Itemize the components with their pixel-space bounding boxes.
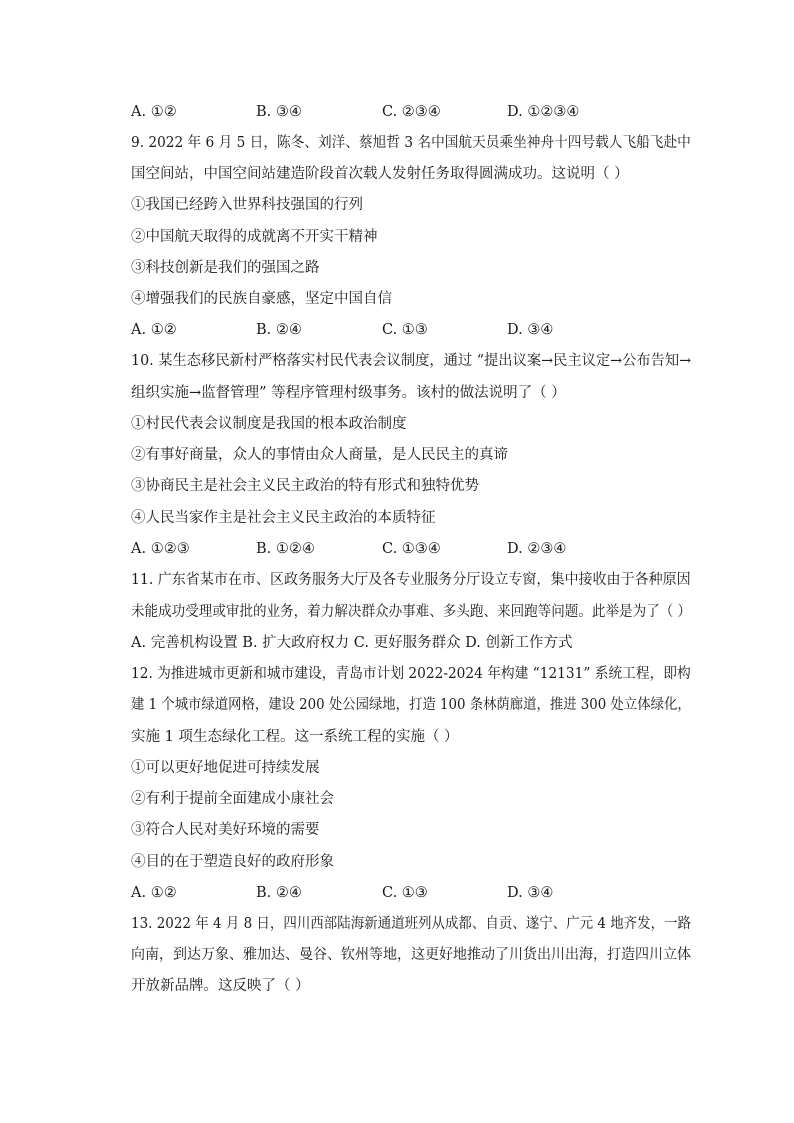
q10-item-3: ③协商民主是社会主义民主政治的特有形式和独特优势 xyxy=(131,478,479,494)
q9-options xyxy=(0,321,794,339)
q8-option-c: C. ②③④ xyxy=(382,104,441,120)
q10-item-2: ②有事好商量，众人的事情由众人商量，是人民民主的真谛 xyxy=(131,447,508,463)
q12-item-2: ②有利于提前全面建成小康社会 xyxy=(131,791,334,807)
q13-stem-line-3: 开放新品牌。这反映了（ ） xyxy=(131,978,310,994)
q8-option-b: B. ③④ xyxy=(256,104,302,120)
q13-stem-line-1: 13. 2022 年 4 月 8 日，四川西部陆海新通道班列从成都、自贡、遂宁、广元 4 地齐发，一路 xyxy=(131,916,692,932)
q10-option-c: C. ①③④ xyxy=(382,541,441,557)
q11-stem-line-2: 未能成功受理或审批的业务，着力解决群众办事难、多头跑、来回跑等问题。此举是为了（ ） xyxy=(131,604,692,620)
q10-option-d: D. ②③④ xyxy=(507,541,567,557)
q8-options xyxy=(0,103,794,121)
q12-stem-line-2: 建 1 个城市绿道网格，建设 200 处公园绿地，打造 100 条林荫廊道，推进 300 处立体绿化， xyxy=(131,697,691,713)
q8-option-a: A. ①② xyxy=(131,104,177,120)
q12-stem-line-3: 实施 1 项生态绿化工程。这一系统工程的实施（ ） xyxy=(131,729,459,745)
q9-option-c: C. ①③ xyxy=(382,322,428,338)
q11-options: A. 完善机构设置 B. 扩大政府权力 C. 更好服务群众 D. 创新工作方式 xyxy=(131,635,573,651)
q9-option-b: B. ②④ xyxy=(256,322,302,338)
q10-option-a: A. ①②③ xyxy=(131,541,190,557)
q9-item-2: ②中国航天取得的成就离不开实干精神 xyxy=(131,229,378,245)
q12-stem-line-1: 12. 为推进城市更新和城市建设，青岛市计划 2022-2024 年构建 “12131” 系统工程，即构 xyxy=(131,666,691,682)
q9-item-1: ①我国已经跨入世界科技强国的行列 xyxy=(131,197,363,213)
q9-stem-line-2: 国空间站，中国空间站建造阶段首次载人发射任务取得圆满成功。这说明（ ） xyxy=(131,166,629,182)
q8-option-d: D. ①②③④ xyxy=(507,104,580,120)
q10-options xyxy=(0,540,794,558)
q10-item-1: ①村民代表会议制度是我国的根本政治制度 xyxy=(131,416,407,432)
q9-option-d: D. ③④ xyxy=(507,322,554,338)
q11-stem-line-1: 11. 广东省某市在市、区政务服务大厅及各专业服务分厅设立专窗，集中接收由于各种原因 xyxy=(131,572,691,588)
q9-stem-line-1: 9. 2022 年 6 月 5 日，陈冬、刘洋、蔡旭哲 3 名中国航天员乘坐神舟十四号载人飞船飞赴中 xyxy=(131,135,691,151)
q12-option-a: A. ①② xyxy=(131,885,177,901)
q9-item-3: ③科技创新是我们的强国之路 xyxy=(131,260,320,276)
q13-stem-line-2: 向南，到达万象、雅加达、曼谷、钦州等地，这更好地推动了川货出川出海，打造四川立体 xyxy=(131,947,691,963)
q10-item-4: ④人民当家作主是社会主义民主政治的本质特征 xyxy=(131,510,436,526)
q12-item-4: ④目的在于塑造良好的政府形象 xyxy=(131,854,334,870)
q12-option-c: C. ①③ xyxy=(382,885,428,901)
q12-option-d: D. ③④ xyxy=(507,885,554,901)
q9-option-a: A. ①② xyxy=(131,322,177,338)
q12-item-3: ③符合人民对美好环境的需要 xyxy=(131,822,320,838)
q10-stem-line-2: 组织实施→监督管理” 等程序管理村级事务。该村的做法说明了（ ） xyxy=(131,385,566,401)
q12-item-1: ①可以更好地促进可持续发展 xyxy=(131,760,320,776)
q12-option-b: B. ②④ xyxy=(256,885,302,901)
q12-options xyxy=(0,884,794,902)
q10-stem-line-1: 10. 某生态移民新村严格落实村民代表会议制度，通过 “提出议案→民主议定→公布告知→ xyxy=(131,353,692,369)
q9-item-4: ④增强我们的民族自豪感，坚定中国自信 xyxy=(131,291,392,307)
q10-option-b: B. ①②④ xyxy=(256,541,315,557)
